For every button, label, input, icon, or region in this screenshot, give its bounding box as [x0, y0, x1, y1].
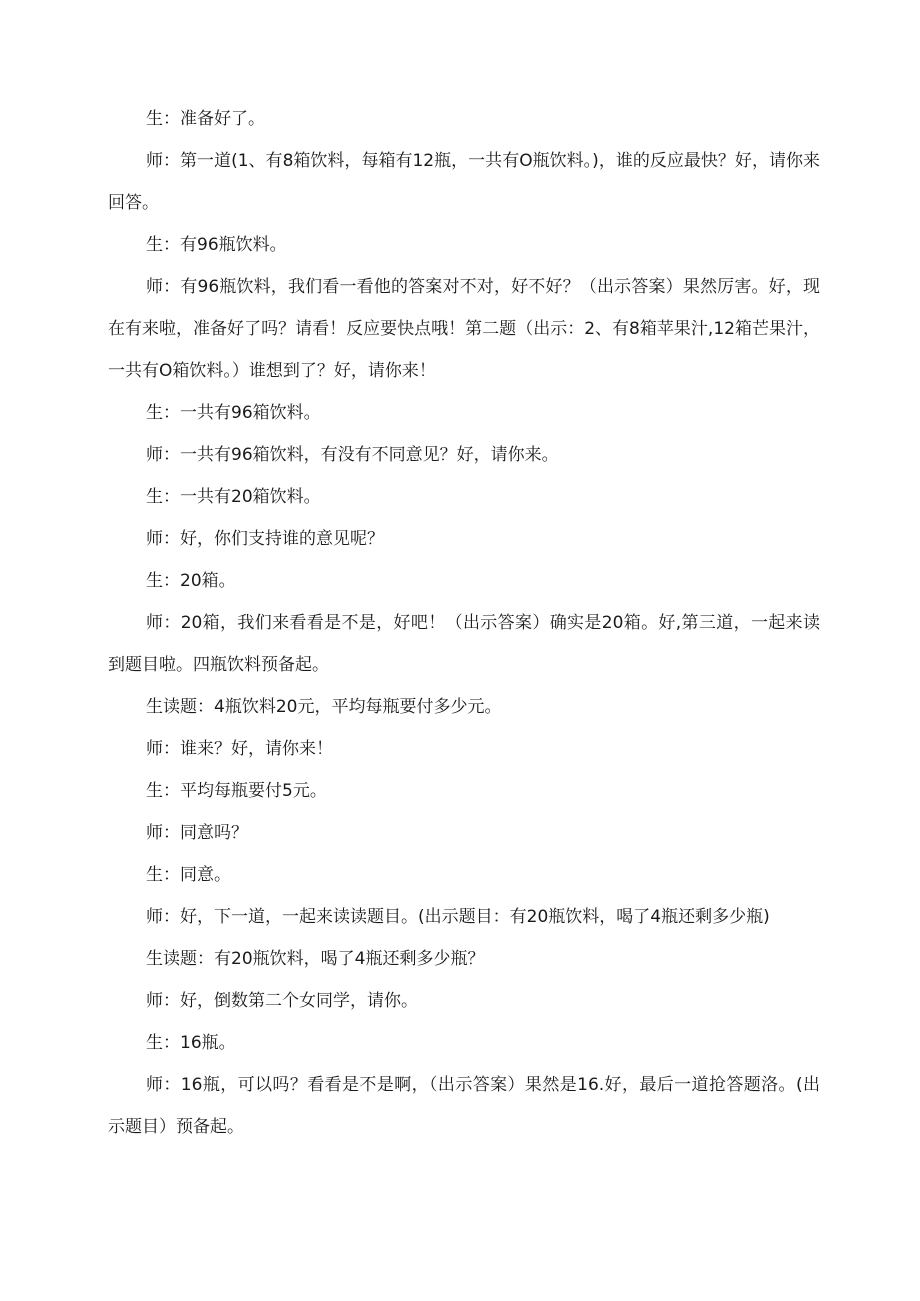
paragraph: 生读题：4瓶饮料20元，平均每瓶要付多少元。 [146, 697, 502, 717]
paragraph: 师：同意吗？ [146, 823, 248, 843]
paragraph: 生：16瓶。 [146, 1033, 236, 1053]
paragraph: 师：20箱，我们来看看是不是，好吧！（出示答案）确实是20箱。好,第三道，一起来读到题目啦。四瓶饮料预备起。 [108, 613, 820, 675]
paragraph: 生：一共有20箱饮料。 [146, 487, 321, 507]
paragraph: 师：好，你们支持谁的意见呢？ [146, 529, 384, 549]
dialogue-transcript [108, 98, 820, 1148]
paragraph: 生：有96瓶饮料。 [146, 235, 287, 255]
paragraph: 生：一共有96箱饮料。 [146, 403, 321, 423]
paragraph: 师：第一道(1、有8箱饮料，每箱有12瓶，一共有O瓶饮料。)，谁的反应最快？好，请你来回答。 [108, 151, 820, 213]
paragraph: 师：好，下一道，一起来读读题目。(出示题目：有20瓶饮料，喝了4瓶还剩多少瓶) [146, 907, 770, 927]
paragraph: 生：同意。 [146, 865, 231, 885]
paragraph: 生：20箱。 [146, 571, 236, 591]
paragraph: 师：16瓶，可以吗？看看是不是啊，（出示答案）果然是16.好，最后一道抢答题洛。(出示题目）预备起。 [108, 1075, 820, 1137]
paragraph: 师：一共有96箱饮料，有没有不同意见？好，请你来。 [146, 445, 559, 465]
paragraph: 生：平均每瓶要付5元。 [146, 781, 327, 801]
paragraph: 师：好，倒数第二个女同学，请你。 [146, 991, 418, 1011]
paragraph: 师：有96瓶饮料，我们看一看他的答案对不对，好不好？（出示答案）果然厉害。好，现在有来啦，准备好了吗？请看！反应要快点哦！第二题（出示：2、有8箱苹果汁,12箱芒果汁，一共有O箱饮料。）谁想到了？好，请你来！ [108, 277, 820, 381]
paragraph: 生：准备好了。 [146, 109, 265, 129]
paragraph: 生读题：有20瓶饮料，喝了4瓶还剩多少瓶？ [146, 949, 485, 969]
paragraph: 师：谁来？好，请你来！ [146, 739, 333, 759]
